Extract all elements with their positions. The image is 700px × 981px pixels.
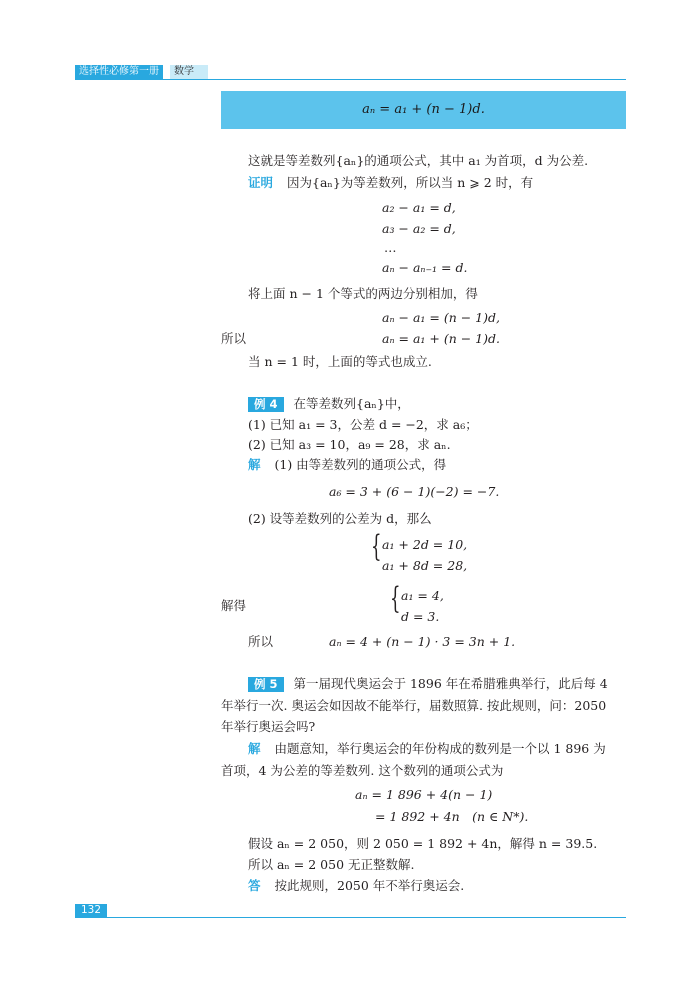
example-5-s2: 首项，4 为公差的等差数列. 这个数列的通项公式为 bbox=[221, 763, 504, 778]
proof-eq-2: a₃ − a₂ = d, bbox=[382, 221, 456, 236]
proof-so-label: 所以 bbox=[221, 331, 247, 346]
example-4-tag: 例 4 bbox=[248, 397, 284, 412]
proof-sum-text: 将上面 n − 1 个等式的两边分别相加，得 bbox=[248, 286, 478, 301]
system-1-brace: { bbox=[371, 529, 382, 564]
example-4-intro: 在等差数列{aₙ}中， bbox=[293, 396, 410, 411]
example-4-solve-label: 解得 bbox=[221, 598, 247, 613]
example-5-line-3: 年举行奥运会吗? bbox=[221, 719, 316, 734]
proof-n1-text: 当 n = 1 时，上面的等式也成立. bbox=[248, 354, 432, 369]
proof-dots: … bbox=[384, 240, 397, 255]
example-4-s1-equation: a₆ = 3 + (6 − 1)(−2) = −7. bbox=[329, 484, 500, 499]
example-5-eq-2: = 1 892 + 4n (n ∈ N*). bbox=[375, 809, 529, 824]
example-4-q1: (1) 已知 a₁ = 3，公差 d = −2，求 a₆； bbox=[248, 417, 478, 432]
system-2-brace: { bbox=[390, 581, 401, 616]
system-1-eq-a: a₁ + 2d = 10, bbox=[382, 537, 468, 552]
proof-eq-3: aₙ − aₙ₋₁ = d. bbox=[382, 260, 468, 275]
example-5-solution-line bbox=[248, 741, 606, 757]
proof-eq-5: aₙ = a₁ + (n − 1)d. bbox=[382, 331, 500, 346]
example-5-answer: 按此规则，2050 年不举行奥运会. bbox=[274, 878, 465, 893]
example-4-solution-line bbox=[248, 457, 446, 473]
example-5-so: 所以 aₙ = 2 050 无正整数解. bbox=[248, 857, 415, 872]
proof-eq-4: aₙ − a₁ = (n − 1)d, bbox=[382, 310, 500, 325]
example-5-s1: 由题意知，举行奥运会的年份构成的数列是一个以 1 896 为 bbox=[274, 741, 606, 756]
example-5-tag: 例 5 bbox=[248, 677, 284, 692]
example-5-text-1: 第一届现代奥运会于 1896 年在希腊雅典举行，此后每 4 bbox=[293, 676, 608, 691]
book-title-tab: 选择性必修第一册 bbox=[75, 65, 163, 79]
footer-rule bbox=[75, 917, 626, 918]
example-5-solution-label: 解 bbox=[248, 741, 261, 756]
example-5-line-1 bbox=[248, 676, 608, 692]
proof-text: 因为{aₙ}为等差数列，所以当 n ⩾ 2 时，有 bbox=[287, 175, 534, 190]
example-4-q2: (2) 已知 a₃ = 10，a₉ = 28，求 aₙ. bbox=[248, 437, 451, 452]
example-5-assume: 假设 aₙ = 2 050，则 2 050 = 1 892 + 4n，解得 n = 39.5. bbox=[248, 836, 598, 851]
system-2-eq-b: d = 3. bbox=[401, 609, 440, 624]
example-5-line-2: 年举行一次. 奥运会如因故不能举行，届数照算. 按此规则，问：2050 bbox=[221, 698, 607, 713]
system-2-eq-a: a₁ = 4, bbox=[401, 588, 444, 603]
proof-label: 证明 bbox=[248, 175, 274, 190]
system-1-eq-b: a₁ + 8d = 28, bbox=[382, 558, 468, 573]
proof-eq-1: a₂ − a₁ = d, bbox=[382, 200, 456, 215]
page-number: 132 bbox=[75, 904, 107, 917]
header-rule bbox=[75, 79, 626, 80]
general-term-formula: aₙ = a₁ + (n − 1)d. bbox=[362, 102, 485, 117]
example-5-answer-label: 答 bbox=[248, 878, 261, 893]
example-5-eq-1: aₙ = 1 896 + 4(n − 1) bbox=[355, 787, 493, 802]
example-4-header bbox=[248, 396, 410, 412]
example-4-solution-label: 解 bbox=[248, 457, 261, 472]
subject-tab: 数学 bbox=[170, 65, 208, 79]
proof-line bbox=[248, 175, 533, 191]
general-term-formula-box bbox=[221, 91, 626, 129]
example-4-final: aₙ = 4 + (n − 1) · 3 = 3n + 1. bbox=[329, 634, 516, 649]
example-4-so-label: 所以 bbox=[248, 634, 274, 649]
example-4-s2: (2) 设等差数列的公差为 d，那么 bbox=[248, 511, 432, 526]
example-5-answer-line bbox=[248, 878, 464, 894]
intro-text: 这就是等差数列{aₙ}的通项公式，其中 a₁ 为首项，d 为公差. bbox=[248, 153, 589, 168]
example-4-s1: (1) 由等差数列的通项公式，得 bbox=[274, 457, 447, 472]
